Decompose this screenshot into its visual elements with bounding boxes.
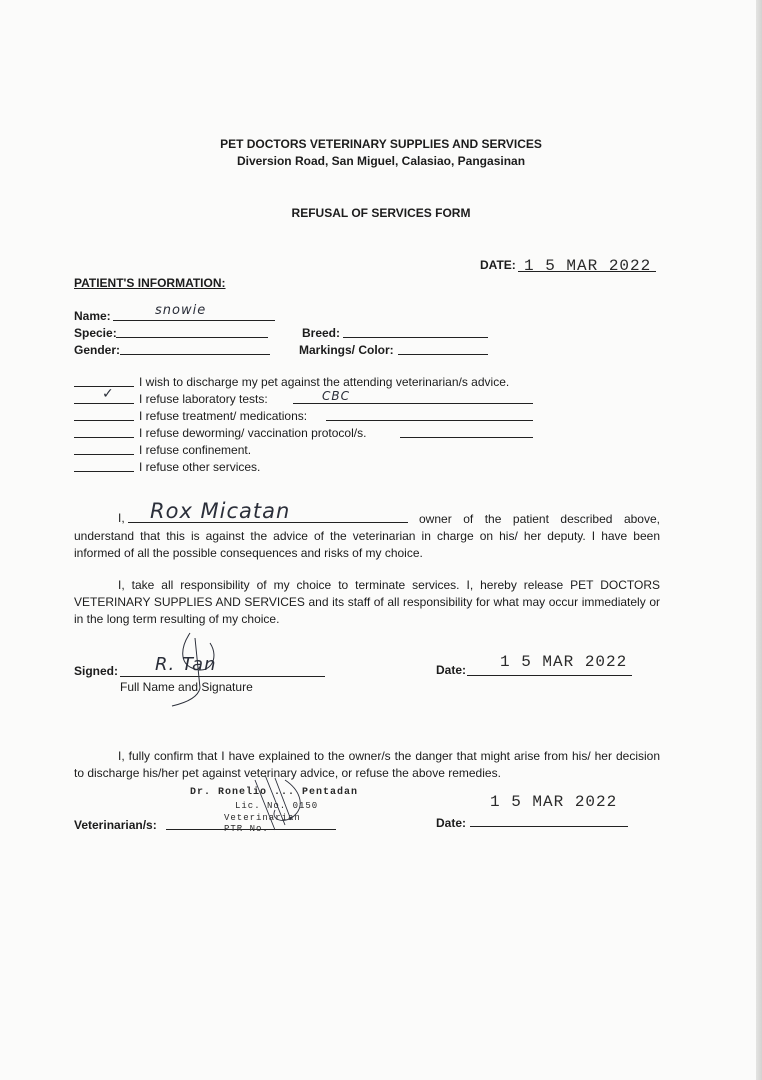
vet-date-line [470,826,628,827]
refusal-text: I refuse other services. [139,460,261,474]
veterinarian-label: Veterinarian/s: [74,818,157,832]
refusal-blank [74,454,134,455]
refusal-blank [74,471,134,472]
markings-line [398,354,488,355]
treatment-line [326,420,533,421]
refusal-text: I wish to discharge my pet against the attending veterinarian/s advice. [139,375,510,389]
check-mark: ✓ [102,386,115,402]
breed-line [343,337,488,338]
org-address: Diversion Road, San Miguel, Calasiao, Pangasinan [236,154,526,168]
deworming-line [400,437,533,438]
lab-tests-value: CBC [322,389,350,403]
vet-signature [245,770,325,840]
owner-name-value: Rox Micatan [150,499,291,523]
patient-name-value: snowie [155,303,207,318]
date-stamp: 1 5 MAR 2022 [524,257,652,275]
vet-date-stamp: 1 5 MAR 2022 [490,793,618,811]
name-line [113,320,275,321]
refusal-text: I refuse confinement. [139,443,252,457]
org-name: PET DOCTORS VETERINARY SUPPLIES AND SERVICES [220,137,542,151]
statement3-text: I, fully confirm that I have explained to the owner/s the danger that might arise from his/ her decision to discharge his/her pet against veterinary advice, or refuse the above remedies. [74,749,660,780]
statement1-prefix: I, [118,511,125,525]
signed-date-label: Date: [436,663,467,677]
signed-date-line [467,675,632,676]
refusal-blank [74,403,134,404]
vet-stamp-name: Dr. Ronelio ... Pentadan [190,787,359,798]
markings-label: Markings/ Color: [299,343,394,357]
vet-stamp-title: Veterinarian [224,813,301,823]
refusal-text: I refuse deworming/ vaccination protocol/s. [139,426,367,440]
refusal-blank [74,420,134,421]
date-label: DATE: [480,258,516,272]
specie-line [116,337,268,338]
signed-date-stamp: 1 5 MAR 2022 [500,653,628,671]
statement1-text: owner of the patient described above, understand that this is against the advice of the veterinarian in charge on his/ her deputy. I have been informed of all the possible consequences and risks of my choice. [74,512,660,560]
gender-line [120,354,270,355]
vet-stamp-ptr: PTR No. [224,824,269,834]
signed-label: Signed: [74,664,118,678]
gender-label: Gender: [74,343,121,357]
signature-caption: Full Name and Signature [120,680,253,694]
refusal-text: I refuse treatment/ medications: [139,409,308,423]
specie-label: Specie: [74,326,117,340]
breed-label: Breed: [302,326,341,340]
name-label: Name: [74,309,111,323]
owner-signature-text: R. Tan [155,654,217,675]
vet-stamp-license: Lic. No. 0150 [235,801,319,811]
refusal-text: I refuse laboratory tests: [139,392,268,406]
form-title: REFUSAL OF SERVICES FORM [291,206,471,220]
vet-date-label: Date: [436,816,467,830]
refusal-blank [74,437,134,438]
patient-section-title: PATIENT'S INFORMATION: [74,276,226,290]
statement2-text: I, take all responsibility of my choice to terminate services. I, hereby release PET DOCTORS VETERINARY SUPPLIES AND SERVICES and its staff of all responsibility for what may occur immediately or in the long term resulting of my choice. [74,578,660,626]
page-edge-shadow [756,0,762,1080]
